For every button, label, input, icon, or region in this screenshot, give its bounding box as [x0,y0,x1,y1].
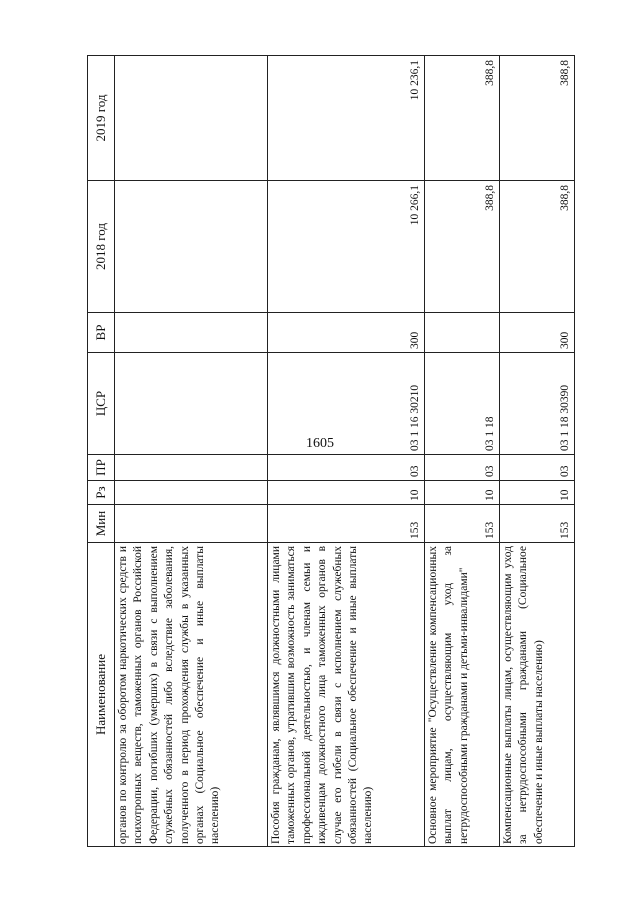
header-2018: 2018 год [88,181,115,313]
table-row [268,56,425,847]
row-csr [115,353,268,455]
row-name: Компенсационные выплаты лицам, осуществляющим уход за нетрудоспособными гражданами (Социальное обеспечение и иные выплаты населению) [500,543,575,847]
row-2018: 388,8 [425,181,500,313]
header-row [88,56,115,847]
page-number: 1605 [306,436,334,451]
row-pr: 03 [500,455,575,481]
row-vr: 300 [268,313,425,353]
row-2019 [115,56,268,181]
row-2019: 388,8 [425,56,500,181]
table-row [115,56,268,847]
header-csr: ЦСР [88,353,115,455]
row-name: Основное мероприятие "Осуществление компенсационных выплат лицам, осуществляющим уход за нетрудоспособными гражданами и детьми-инвалидами" [425,543,500,847]
row-csr: 03 1 18 30390 [500,353,575,455]
header-vr: ВР [88,313,115,353]
table-row [425,56,500,847]
table-row [500,56,575,847]
header-min: Мин [88,505,115,543]
row-vr [425,313,500,353]
row-csr: 03 1 16 30210 [268,353,425,455]
row-name: органов по контролю за оборотом наркотических средств и психотропных веществ, таможенных органов Российской Федерации, погибших (умерших) в связи с выполнением служебных обязанностей либо вследствие заболевания, полученного в период прохождения службы в указанных органах (Социальное обеспечение и иные выплаты населению) [115,543,268,847]
header-rz: Рз [88,481,115,505]
row-pr [115,455,268,481]
row-2018 [115,181,268,313]
row-min: 153 [500,505,575,543]
row-rz: 10 [268,481,425,505]
row-min [115,505,268,543]
row-rz: 10 [500,481,575,505]
row-min: 153 [268,505,425,543]
header-name: Наименование [88,543,115,847]
rotated-page-content [87,56,624,847]
row-name: Пособия гражданам, являвшимся должностными лицами таможенных органов, утратившим возможность заниматься профессиональной деятельностью, и членам семьи и иждивенцам должностного лица таможенных органов в случае его гибели в связи с исполнением служебных обязанностей (Социальное обеспечение и иные выплаты населению) [268,543,425,847]
row-csr: 03 1 18 [425,353,500,455]
row-vr: 300 [500,313,575,353]
header-pr: ПР [88,455,115,481]
header-2019: 2019 год [88,56,115,181]
row-min: 153 [425,505,500,543]
row-2018: 10 266,1 [268,181,425,313]
row-pr: 03 [268,455,425,481]
row-2019: 388,8 [500,56,575,181]
row-vr [115,313,268,353]
row-rz: 10 [425,481,500,505]
row-2019: 10 236,1 [268,56,425,181]
row-rz [115,481,268,505]
budget-table [87,55,575,847]
row-2018: 388,8 [500,181,575,313]
row-pr: 03 [425,455,500,481]
